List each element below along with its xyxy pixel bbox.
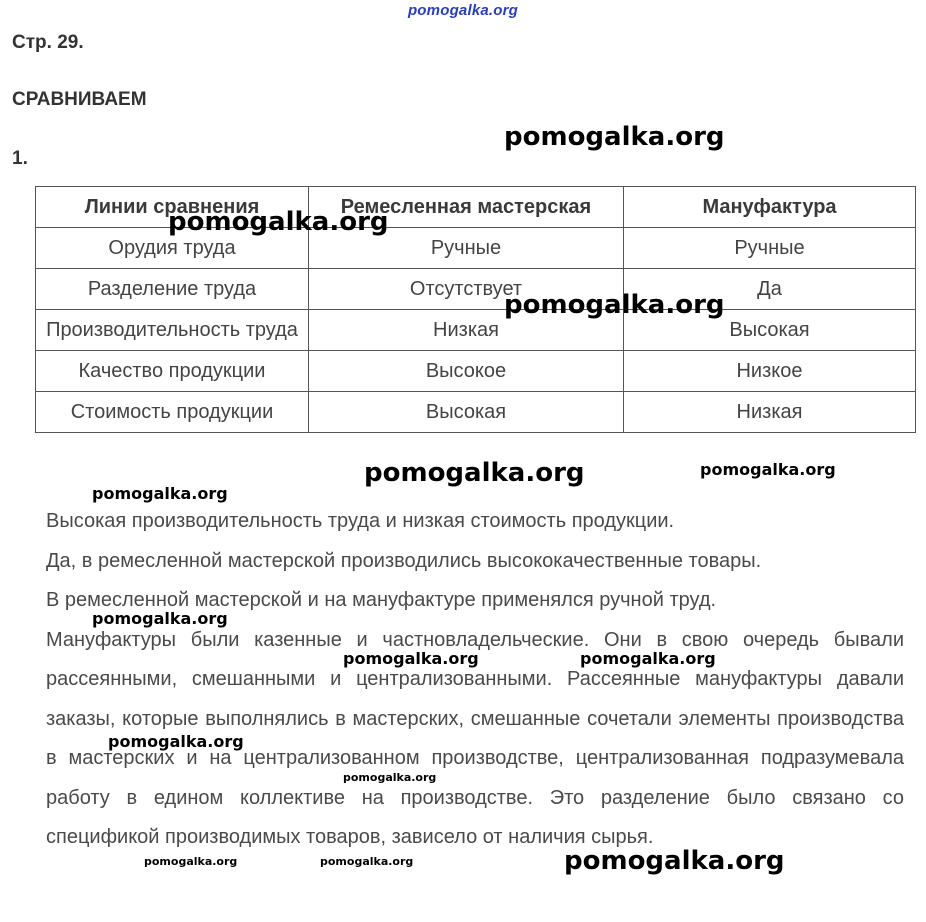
site-mark: pomogalka.org <box>407 2 519 19</box>
answer-paragraph: В ремесленной мастерской и на мануфактуре применялся ручной труд. <box>46 589 717 611</box>
table-row <box>36 392 916 433</box>
table-cell: Высокая <box>309 392 624 433</box>
watermark: pomogalka.org <box>168 207 389 237</box>
watermark: pomogalka.org <box>108 732 244 751</box>
watermark: pomogalka.org <box>364 458 585 488</box>
page-number: Стр. 29. <box>12 32 84 53</box>
table-header-cell: Линии сравнения <box>36 187 309 228</box>
table-cell: Ручные <box>309 228 624 269</box>
table-cell: Орудия труда <box>36 228 309 269</box>
watermark: pomogalka.org <box>144 855 238 868</box>
answers-block <box>46 502 904 858</box>
answer-paragraph: Да, в ремесленной мастерской производились высококачественные товары. <box>46 549 762 572</box>
answer-paragraph: Высокая производительность труда и низкая стоимость продукции. <box>46 510 675 532</box>
table-cell: Высокое <box>309 351 624 392</box>
table-cell: Качество продукции <box>36 351 309 392</box>
watermark: pomogalka.org <box>700 460 836 479</box>
table-cell: Низкая <box>624 392 916 433</box>
section-title: СРАВНИВАЕМ <box>12 89 147 110</box>
watermark: pomogalka.org <box>580 649 716 668</box>
watermark: pomogalka.org <box>504 122 725 152</box>
watermark: pomogalka.org <box>504 290 725 320</box>
table-cell: Да <box>624 269 916 310</box>
table-cell: Высокая <box>624 310 916 351</box>
table-header-cell: Ремесленная мастерская <box>309 187 624 228</box>
table-cell: Низкое <box>624 351 916 392</box>
table-header-cell: Мануфактура <box>624 187 916 228</box>
table-row <box>36 269 916 310</box>
table-cell: Разделение труда <box>36 269 309 310</box>
watermark: pomogalka.org <box>92 484 228 503</box>
table-cell: Отсутствует <box>309 269 624 310</box>
table-cell: Производительность труда <box>36 310 309 351</box>
watermark: pomogalka.org <box>564 846 785 876</box>
watermark: pomogalka.org <box>92 609 228 628</box>
watermark: pomogalka.org <box>343 649 479 668</box>
answer-paragraph: Мануфактуры были казенные и частновладельческие. Они в свою очередь бывали рассеянными, смешанными и централизованными. Рассеянные мануфактуры давали заказы, которые выполнялись в мастерских, смешанные сочетали элементы производства в мастерских и на централизованном производстве, централизованная подразумевала работу в едином коллективе на производстве. Это разделение было связано со спецификой производимых товаров, зависело от наличия сырья. <box>46 628 904 848</box>
table-cell: Низкая <box>309 310 624 351</box>
watermark: pomogalka.org <box>320 855 414 868</box>
watermark: pomogalka.org <box>343 771 437 784</box>
table-row <box>36 310 916 351</box>
table-cell: Стоимость продукции <box>36 392 309 433</box>
task-number: 1. <box>12 148 28 169</box>
table-row <box>36 351 916 392</box>
table-cell: Ручные <box>624 228 916 269</box>
